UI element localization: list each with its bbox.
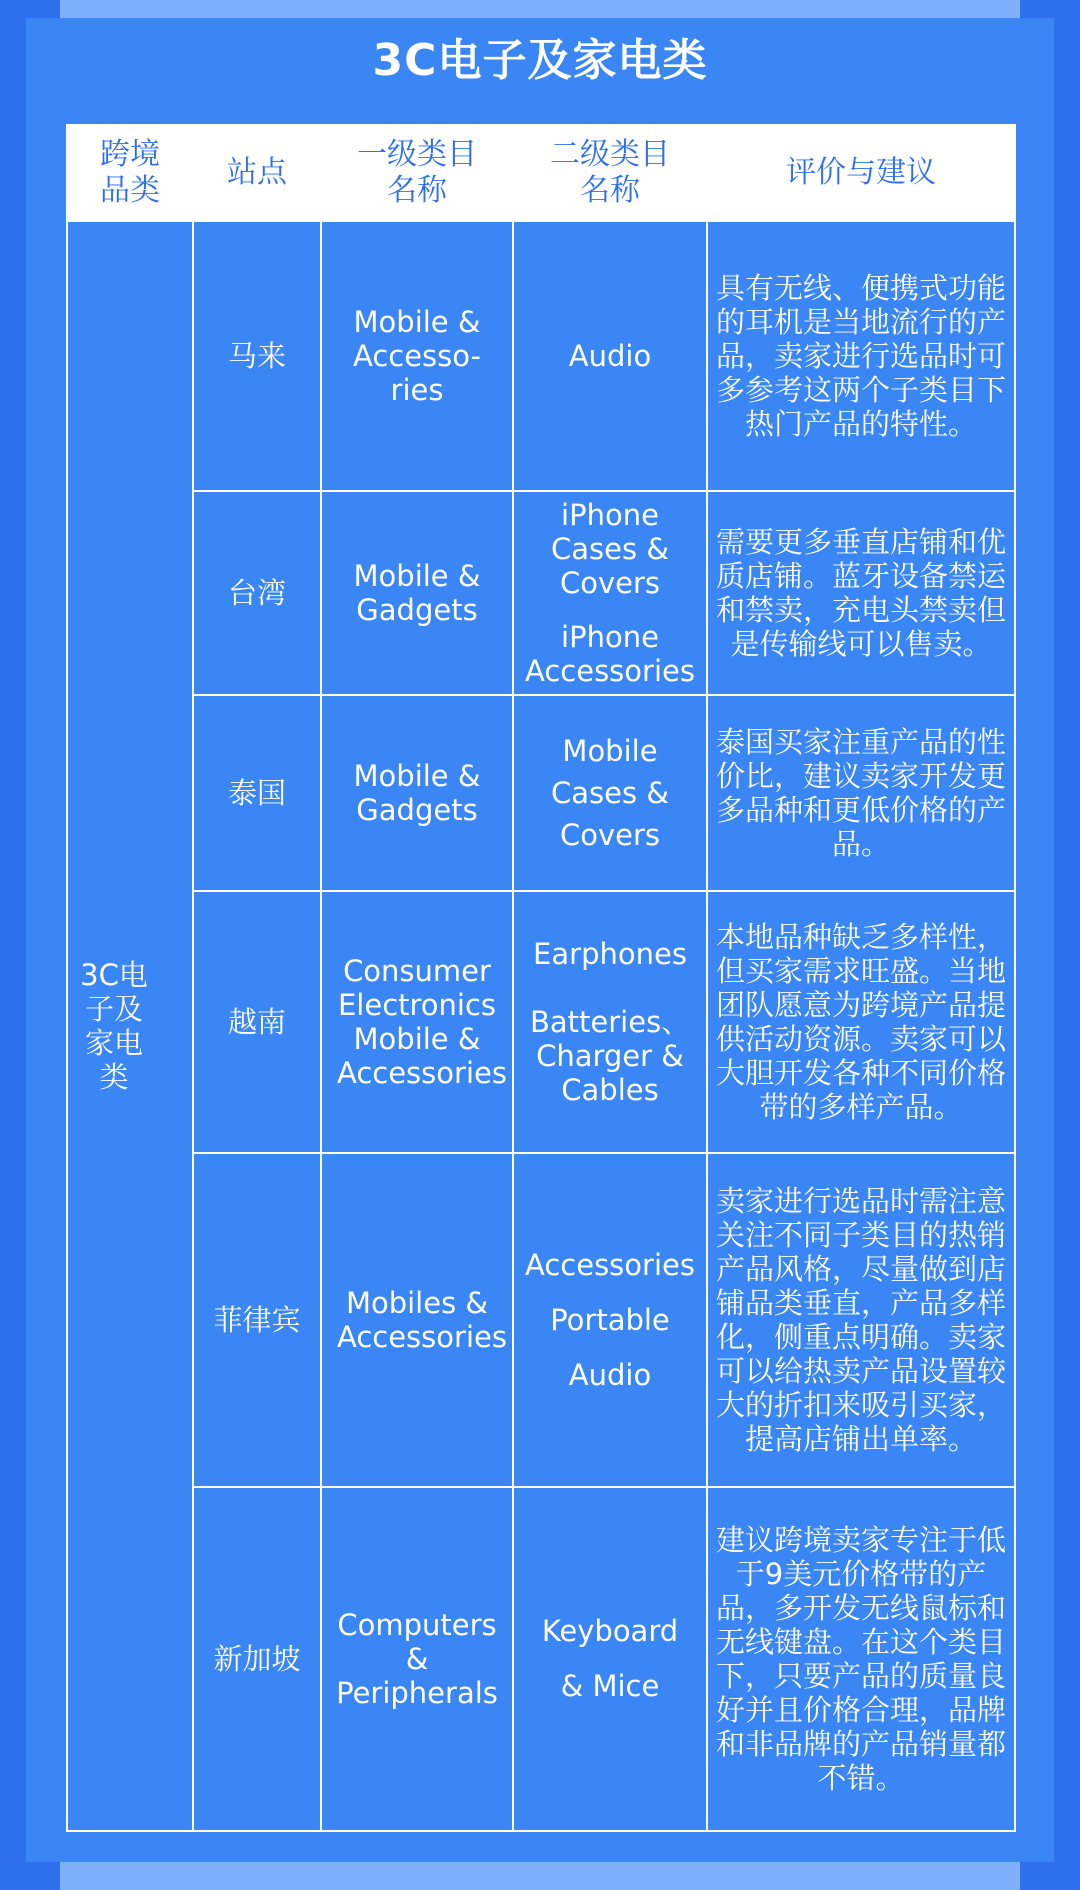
level2-item: Audio — [568, 1357, 652, 1392]
level2-item: Mobile Cases & Covers — [551, 734, 669, 852]
evaluation-cell: 卖家进行选品时需注意关注不同子类目的热销产品风格，尽量做到店铺品类垂直，产品多样化，侧重点明确。卖家可以给热卖产品设置较大的折扣来吸引买家，提高店铺出单率。 — [707, 1153, 1015, 1487]
level2-item: Audio — [568, 339, 652, 373]
level2-item: Earphones — [533, 937, 687, 971]
table-row — [67, 891, 1015, 1153]
table-row — [67, 1153, 1015, 1487]
table-row — [67, 221, 1015, 491]
level2-cell — [513, 695, 707, 891]
header-category: 跨境品类 — [67, 125, 193, 221]
level1-cell: Mobile & Gadgets — [321, 695, 513, 891]
level1-cell: Computers & Peripherals — [321, 1487, 513, 1831]
level2-cell — [513, 491, 707, 695]
level2-item: & Mice — [560, 1669, 660, 1703]
level2-cell — [513, 1487, 707, 1831]
bottom-decor-strip — [60, 1862, 1020, 1890]
level1-cell: Mobile & Accesso-ries — [321, 221, 513, 491]
top-decor-strip — [60, 0, 1020, 18]
evaluation-cell: 本地品种缺乏多样性，但买家需求旺盛。当地团队愿意为跨境产品提供活动资源。卖家可以大胆开发各种不同价格带的多样产品。 — [707, 891, 1015, 1153]
level1-cell: Consumer Electronics Mobile & Accessories — [321, 891, 513, 1153]
table-row — [67, 491, 1015, 695]
level2-item: iPhone Accessories — [525, 620, 695, 688]
header-level2: 二级类目名称 — [513, 125, 707, 221]
page-title: 3C电子及家电类 — [372, 35, 708, 86]
level2-item: Batteries、Charger & Cables — [530, 1005, 691, 1107]
category-cell: 3C电子及家电类 — [67, 221, 193, 1831]
evaluation-cell: 需要更多垂直店铺和优质店铺。蓝牙设备禁运和禁卖，充电头禁卖但是传输线可以售卖。 — [707, 491, 1015, 695]
header-evaluation: 评价与建议 — [707, 125, 1015, 221]
table-header-row — [67, 125, 1015, 221]
site-cell: 新加坡 — [193, 1487, 321, 1831]
category-table — [66, 124, 1016, 1832]
site-cell: 马来 — [193, 221, 321, 491]
table-row — [67, 1487, 1015, 1831]
level2-cell — [513, 1153, 707, 1487]
site-cell: 泰国 — [193, 695, 321, 891]
header-level1: 一级类目名称 — [321, 125, 513, 221]
level2-item: Accessories — [525, 1247, 695, 1282]
evaluation-cell: 建议跨境卖家专注于低于9美元价格带的产品，多开发无线鼠标和无线键盘。在这个类目下，只要产品的质量良好并且价格合理，品牌和非品牌的产品销量都不错。 — [707, 1487, 1015, 1831]
level1-cell: Mobile & Gadgets — [321, 491, 513, 695]
level2-item: Keyboard — [541, 1614, 679, 1648]
level2-cell — [513, 891, 707, 1153]
site-cell: 越南 — [193, 891, 321, 1153]
header-site: 站点 — [193, 125, 321, 221]
level2-cell — [513, 221, 707, 491]
level2-item: Portable — [550, 1302, 670, 1337]
evaluation-cell: 具有无线、便携式功能的耳机是当地流行的产品，卖家进行选品时可多参考这两个子类目下热门产品的特性。 — [707, 221, 1015, 491]
level2-item: iPhone Cases & Covers — [551, 498, 669, 600]
site-cell: 台湾 — [193, 491, 321, 695]
evaluation-cell: 泰国买家注重产品的性价比，建议卖家开发更多品种和更低价格的产品。 — [707, 695, 1015, 891]
table-row — [67, 695, 1015, 891]
level1-cell: Mobiles & Accessories — [321, 1153, 513, 1487]
site-cell: 菲律宾 — [193, 1153, 321, 1487]
